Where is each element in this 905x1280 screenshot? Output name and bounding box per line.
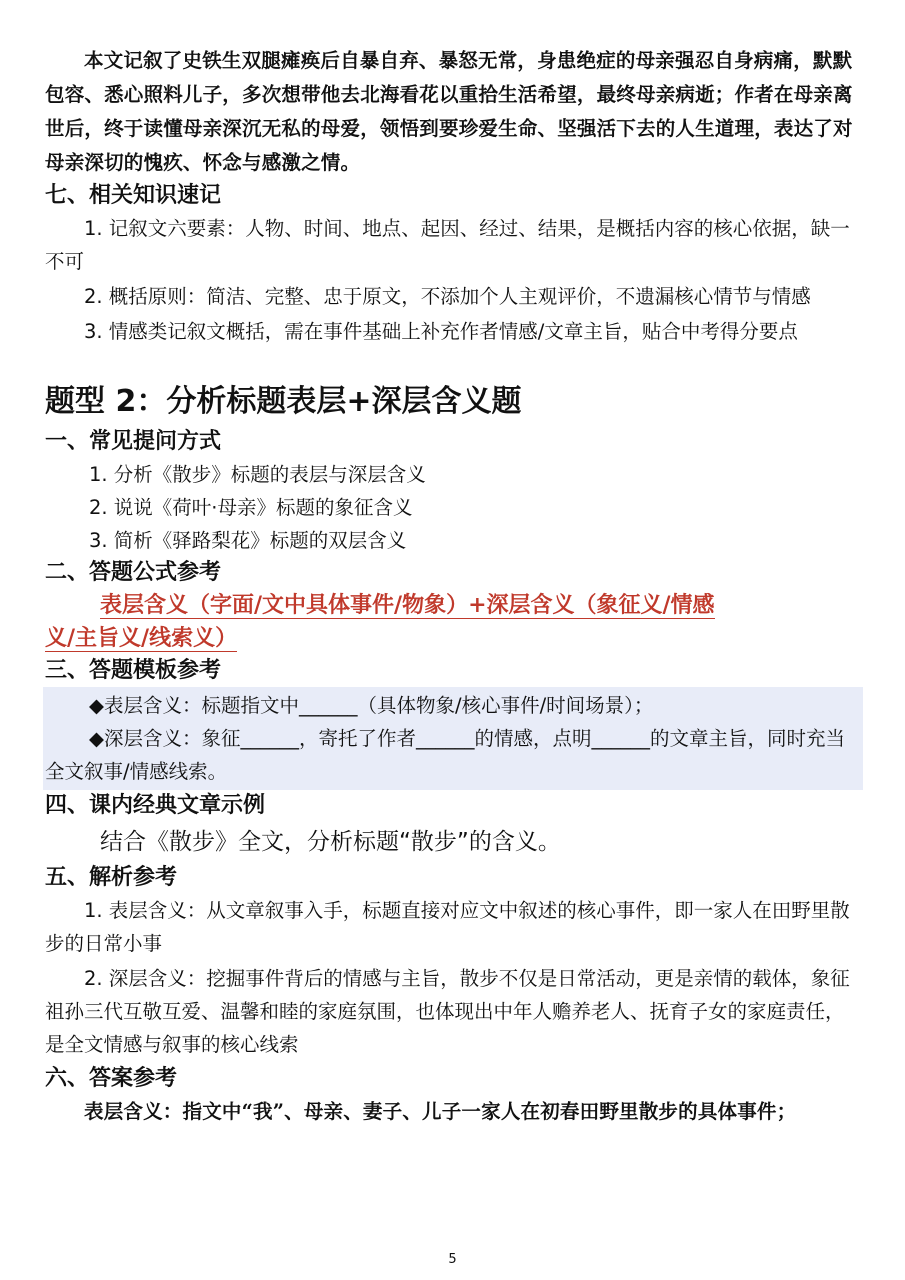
section3-heading: 三、答题模板参考 — [45, 658, 222, 683]
section4-heading: 四、课内经典文章示例 — [45, 793, 266, 818]
page-number: 5 — [448, 1252, 457, 1267]
analysis-item-1: 1. 表层含义：从文章叙事入手，标题直接对应文中叙述的核心事件，即一家人在田野里散步的日常小事 — [45, 899, 850, 955]
question-item-3: 3. 简析《驿路梨花》标题的双层含义 — [89, 529, 407, 552]
intro-summary: 本文记叙了史铁生双腿瘫痪后自暴自弃、暴怒无常，身患绝症的母亲强忍自身病痛，默默包容、悉心照料儿子，多次想带他去北海看花以重拾生活希望，最终母亲病逝；作者在母亲离世后，终于读懂母亲深沉无私的母爱，领悟到要珍爱生命、坚强活下去的人生道理，表达了对母亲深切的愧疚、怀念与感激之情。 — [45, 49, 853, 174]
question-type-2-title: 题型 2：分析标题表层+深层含义题 — [45, 384, 522, 419]
section1-heading: 一、常见提问方式 — [45, 429, 222, 454]
answer-text: 表层含义：指文中“我”、母亲、妻子、儿子一家人在初春田野里散步的具体事件； — [84, 1100, 797, 1123]
section7-item-2: 2. 概括原则：简洁、完整、忠于原文，不添加个人主观评价，不遗漏核心情节与情感 — [84, 285, 811, 308]
example-question: 结合《散步》全文，分析标题“散步”的含义。 — [100, 829, 561, 855]
section5-heading: 五、解析参考 — [45, 865, 178, 890]
section6-heading: 六、答案参考 — [45, 1066, 178, 1091]
formula-line-1: 表层含义（字面/文中具体事件/物象）+深层含义（象征义/情感 — [100, 592, 715, 618]
answer-formula — [45, 589, 863, 622]
answer-template-box — [43, 687, 863, 790]
document-page — [45, 44, 863, 1129]
template-deep-line: ◆深层含义：象征______，寄托了作者______的情感，点明______的文章主旨，同时充当全文叙事/情感线索。 — [45, 727, 845, 783]
question-item-2: 2. 说说《荷叶·母亲》标题的象征含义 — [89, 496, 413, 519]
analysis-item-2: 2. 深层含义：挖掘事件背后的情感与主旨，散步不仅是日常活动，更是亲情的载体，象征祖孙三代互敬互爱、温馨和睦的家庭氛围，也体现出中年人赡养老人、抚育子女的家庭责任，是全文情感与叙事的核心线索 — [45, 967, 850, 1056]
template-surface-line: ◆表层含义：标题指文中______（具体物象/核心事件/时间场景）； — [89, 694, 654, 717]
answer-formula-cont — [45, 622, 863, 655]
question-item-1: 1. 分析《散步》标题的表层与深层含义 — [89, 463, 426, 486]
section2-heading: 二、答题公式参考 — [45, 560, 222, 585]
section7-heading: 七、相关知识速记 — [45, 183, 222, 208]
formula-line-2: 义/主旨义/线索义） — [45, 625, 238, 651]
section7-item-3: 3. 情感类记叙文概括，需在事件基础上补充作者情感/文章主旨，贴合中考得分要点 — [84, 320, 798, 343]
section7-item-1: 1. 记叙文六要素：人物、时间、地点、起因、经过、结果，是概括内容的核心依据，缺一不可 — [45, 217, 850, 273]
